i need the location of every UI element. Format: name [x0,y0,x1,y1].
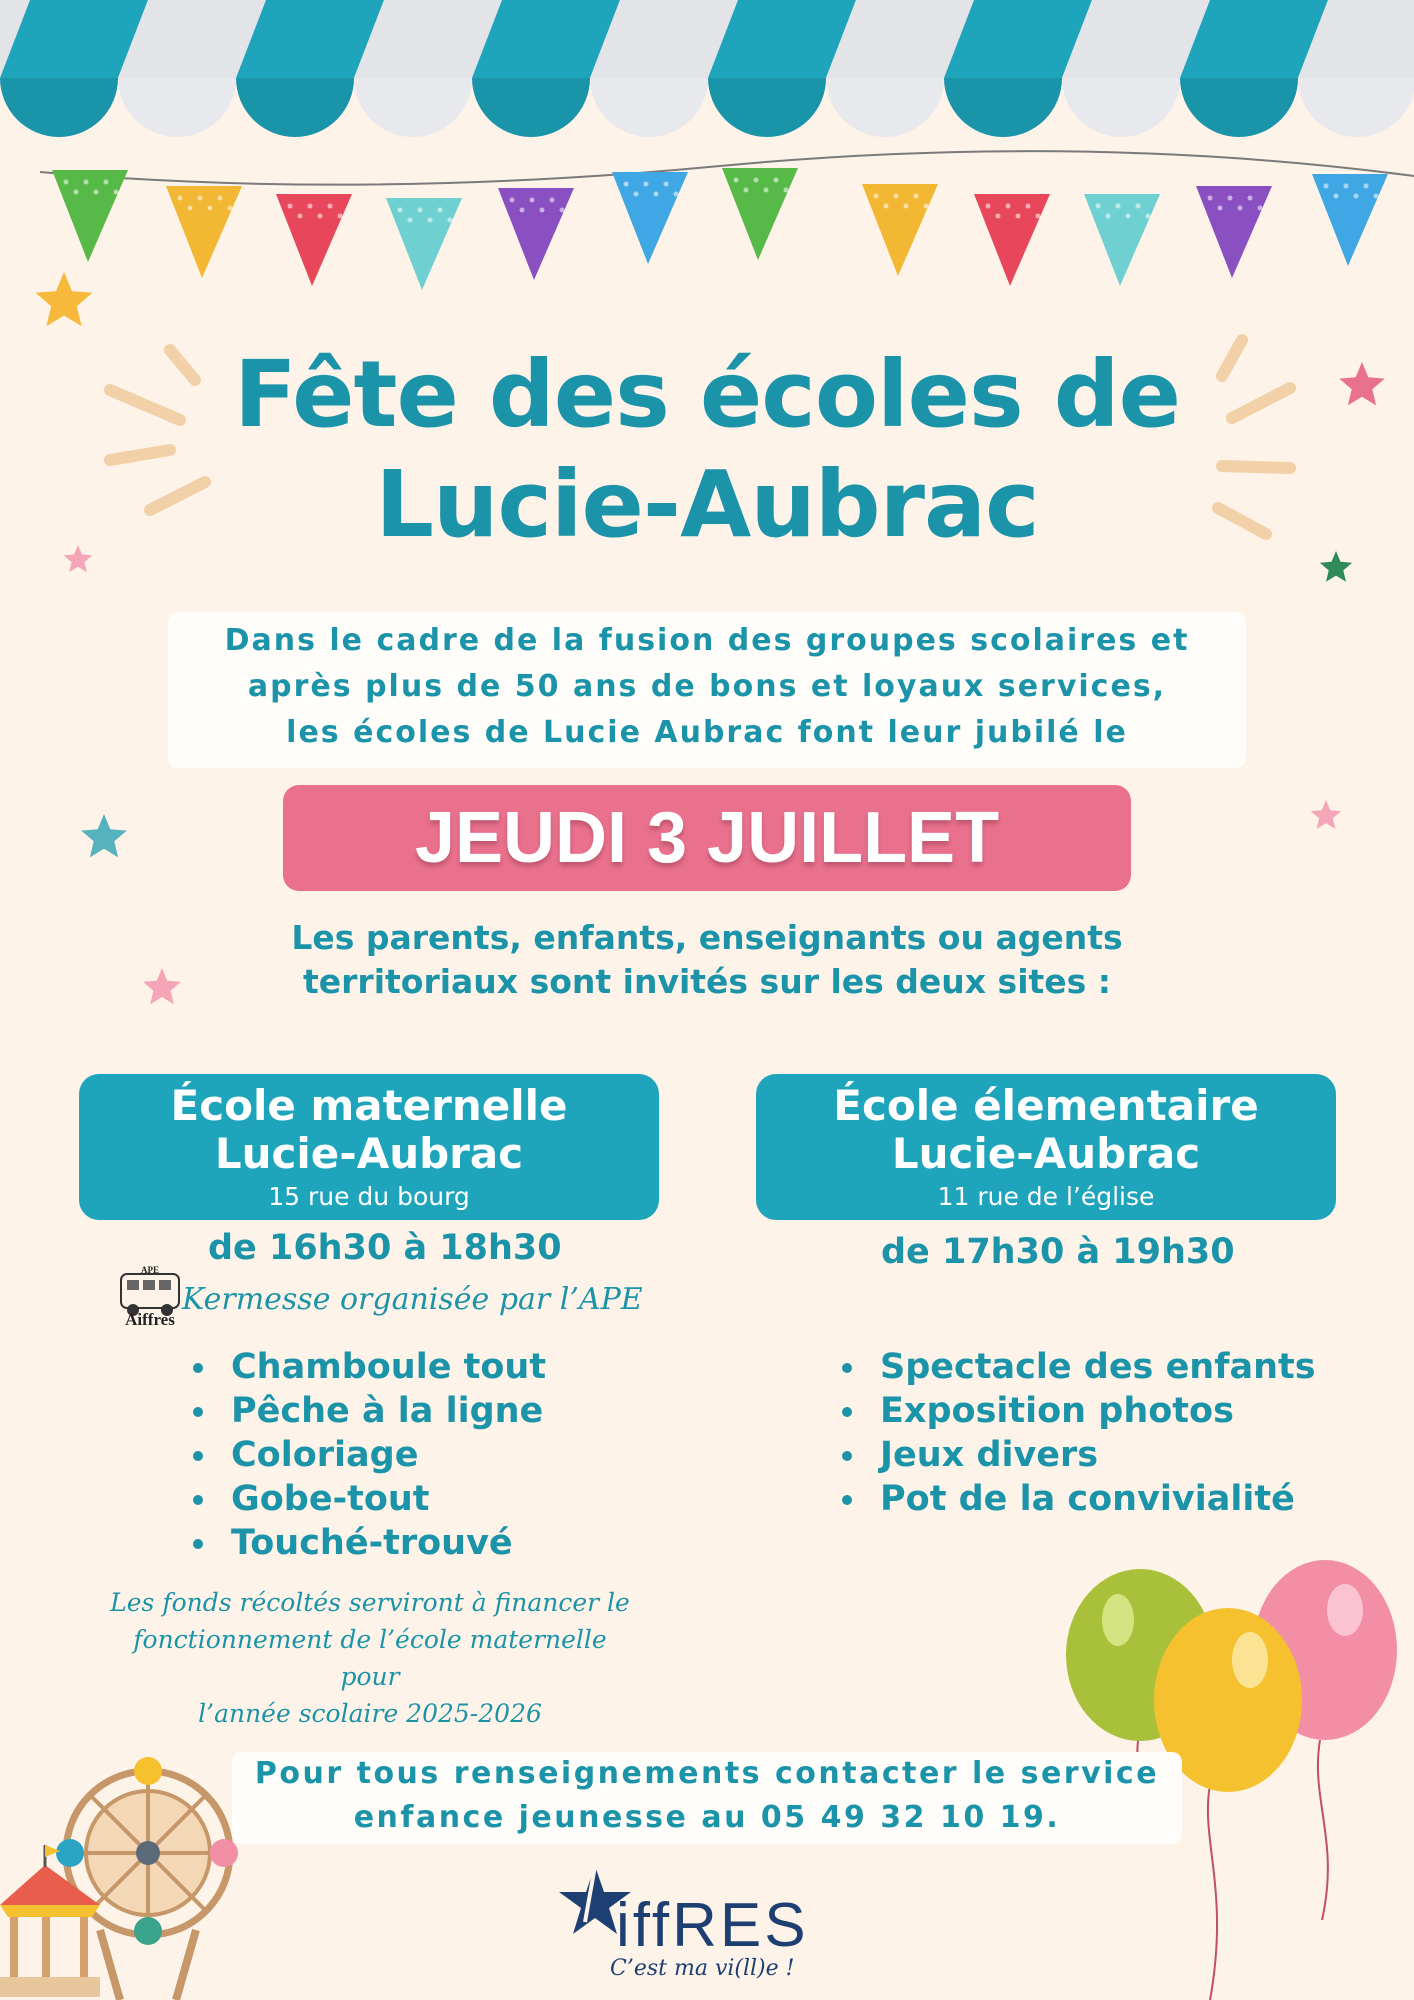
activity-item: Exposition photos [842,1389,1316,1433]
invitation-text [180,916,1234,1004]
bunting-flags [0,150,1414,300]
invite-line-2: territoriaux sont invités sur les deux sites : [302,962,1111,1001]
event-date: JEUDI 3 JUILLET [414,798,1000,878]
school-name-line-2: Lucie-Aubrac [214,1129,524,1178]
activity-item: Chamboule tout [193,1345,546,1389]
contact-line-2: enfance jeunesse au 05 49 32 10 19. [353,1800,1061,1835]
activity-item: Gobe-tout [193,1477,546,1521]
brand-name: iffRES [616,1891,809,1960]
school-name-maternelle [79,1082,659,1178]
activity-item: Coloriage [193,1433,546,1477]
funds-note [100,1584,640,1732]
activity-item: Pot de la convivialité [842,1477,1316,1521]
title-line-2: Lucie-Aubrac [375,451,1039,558]
ape-logo-label: Aiffres [125,1310,175,1329]
title-line-1: Fête des écoles de [233,341,1181,448]
activity-item: Spectacle des enfants [842,1345,1316,1389]
kermesse-note: Kermesse organisée par l’APE [182,1282,643,1317]
svg-text:APE: APE [141,1265,159,1275]
school-name-line-1: École maternelle [170,1081,568,1130]
hours-maternelle: de 16h30 à 18h30 [208,1228,562,1268]
funds-line-1: Les fonds récoltés serviront à financer le [110,1588,630,1617]
activities-maternelle [193,1345,546,1565]
page-title [0,340,1414,560]
hours-elementaire: de 17h30 à 19h30 [881,1232,1235,1272]
school-address-elementaire: 11 rue de l’église [937,1182,1155,1211]
ferris-wheel-carousel [0,1755,250,2000]
funds-line-3: l’année scolaire 2025-2026 [198,1699,542,1728]
invite-line-1: Les parents, enfants, enseignants ou agents [291,918,1123,957]
school-name-elementaire [756,1082,1336,1178]
activity-item: Touché-trouvé [193,1521,546,1565]
funds-line-2: fonctionnement de l’école maternelle pour [133,1625,607,1691]
school-address-maternelle: 15 rue du bourg [268,1182,470,1211]
school-name-line-2: Lucie-Aubrac [891,1129,1201,1178]
intro-line-3: les écoles de Lucie Aubrac font leur jubilé le [286,715,1128,750]
activity-item: Jeux divers [842,1433,1316,1477]
contact-text [232,1752,1182,1840]
intro-line-1: Dans le cadre de la fusion des groupes scolaires et [224,623,1190,658]
intro-line-2: après plus de 50 ans de bons et loyaux services, [247,669,1167,704]
activities-elementaire [842,1345,1316,1521]
contact-line-1: Pour tous renseignements contacter le service [254,1756,1160,1791]
intro-text [168,618,1246,756]
activity-item: Pêche à la ligne [193,1389,546,1433]
brand-slogan: C’est ma vi(ll)e ! [610,1956,795,1981]
school-name-line-1: École élementaire [833,1081,1259,1130]
